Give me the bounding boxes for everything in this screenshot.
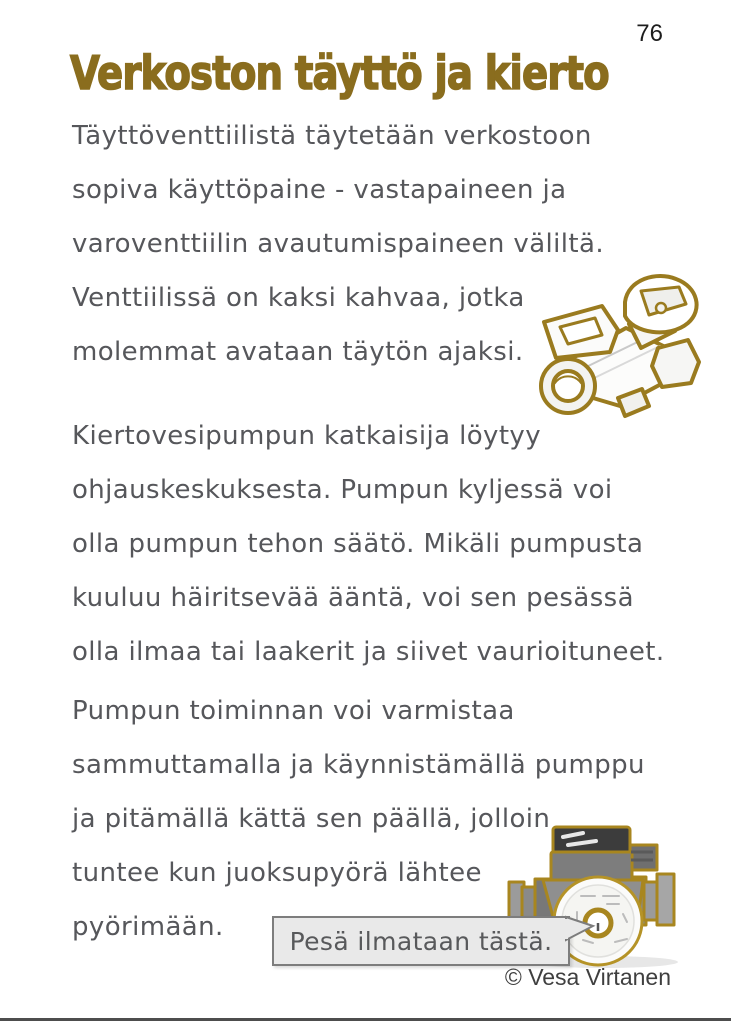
body-line: Täyttöventtiilistä täytetään verkostoon xyxy=(72,121,592,151)
body-line: ja pitämällä kättä sen päällä, jolloin xyxy=(72,804,551,834)
body-line: tuntee kun juoksupyörä lähtee xyxy=(72,858,482,888)
body-line: sammuttamalla ja käynnistämällä pumppu xyxy=(72,750,645,780)
page-number: 76 xyxy=(636,20,663,47)
body-line: olla pumpun tehon säätö. Mikäli pumpusta xyxy=(72,529,644,559)
body-line: pyörimään. xyxy=(72,912,224,942)
body-line: Pumpun toiminnan voi varmistaa xyxy=(72,696,515,726)
body-line: olla ilmaa tai laakerit ja siivet vaurioituneet. xyxy=(72,637,665,667)
footer-divider xyxy=(0,1018,731,1021)
callout-text: Pesä ilmataan tästä. xyxy=(289,926,553,956)
callout-bubble xyxy=(272,916,570,966)
body-line: Kiertovesipumpun katkaisija löytyy xyxy=(72,421,542,451)
page-title: Verkoston täyttö ja kierto xyxy=(70,46,609,100)
body-line: molemmat avataan täytön ajaksi. xyxy=(72,337,524,367)
callout-pointer xyxy=(565,914,599,946)
paragraph-pump-switch xyxy=(72,409,712,679)
body-line: sopiva käyttöpaine - vastapaineen ja xyxy=(72,175,567,205)
body-line: Venttiilissä on kaksi kahvaa, jotka xyxy=(72,283,525,313)
body-line: varoventtiilin avautumispaineen väliltä. xyxy=(72,229,604,259)
copyright-label: © Vesa Virtanen xyxy=(504,964,671,990)
body-line: ohjauskeskuksesta. Pumpun kyljessä voi xyxy=(72,475,613,505)
filling-valve-image xyxy=(528,270,704,428)
body-line: kuuluu häiritsevää ääntä, voi sen pesässä xyxy=(72,583,634,613)
